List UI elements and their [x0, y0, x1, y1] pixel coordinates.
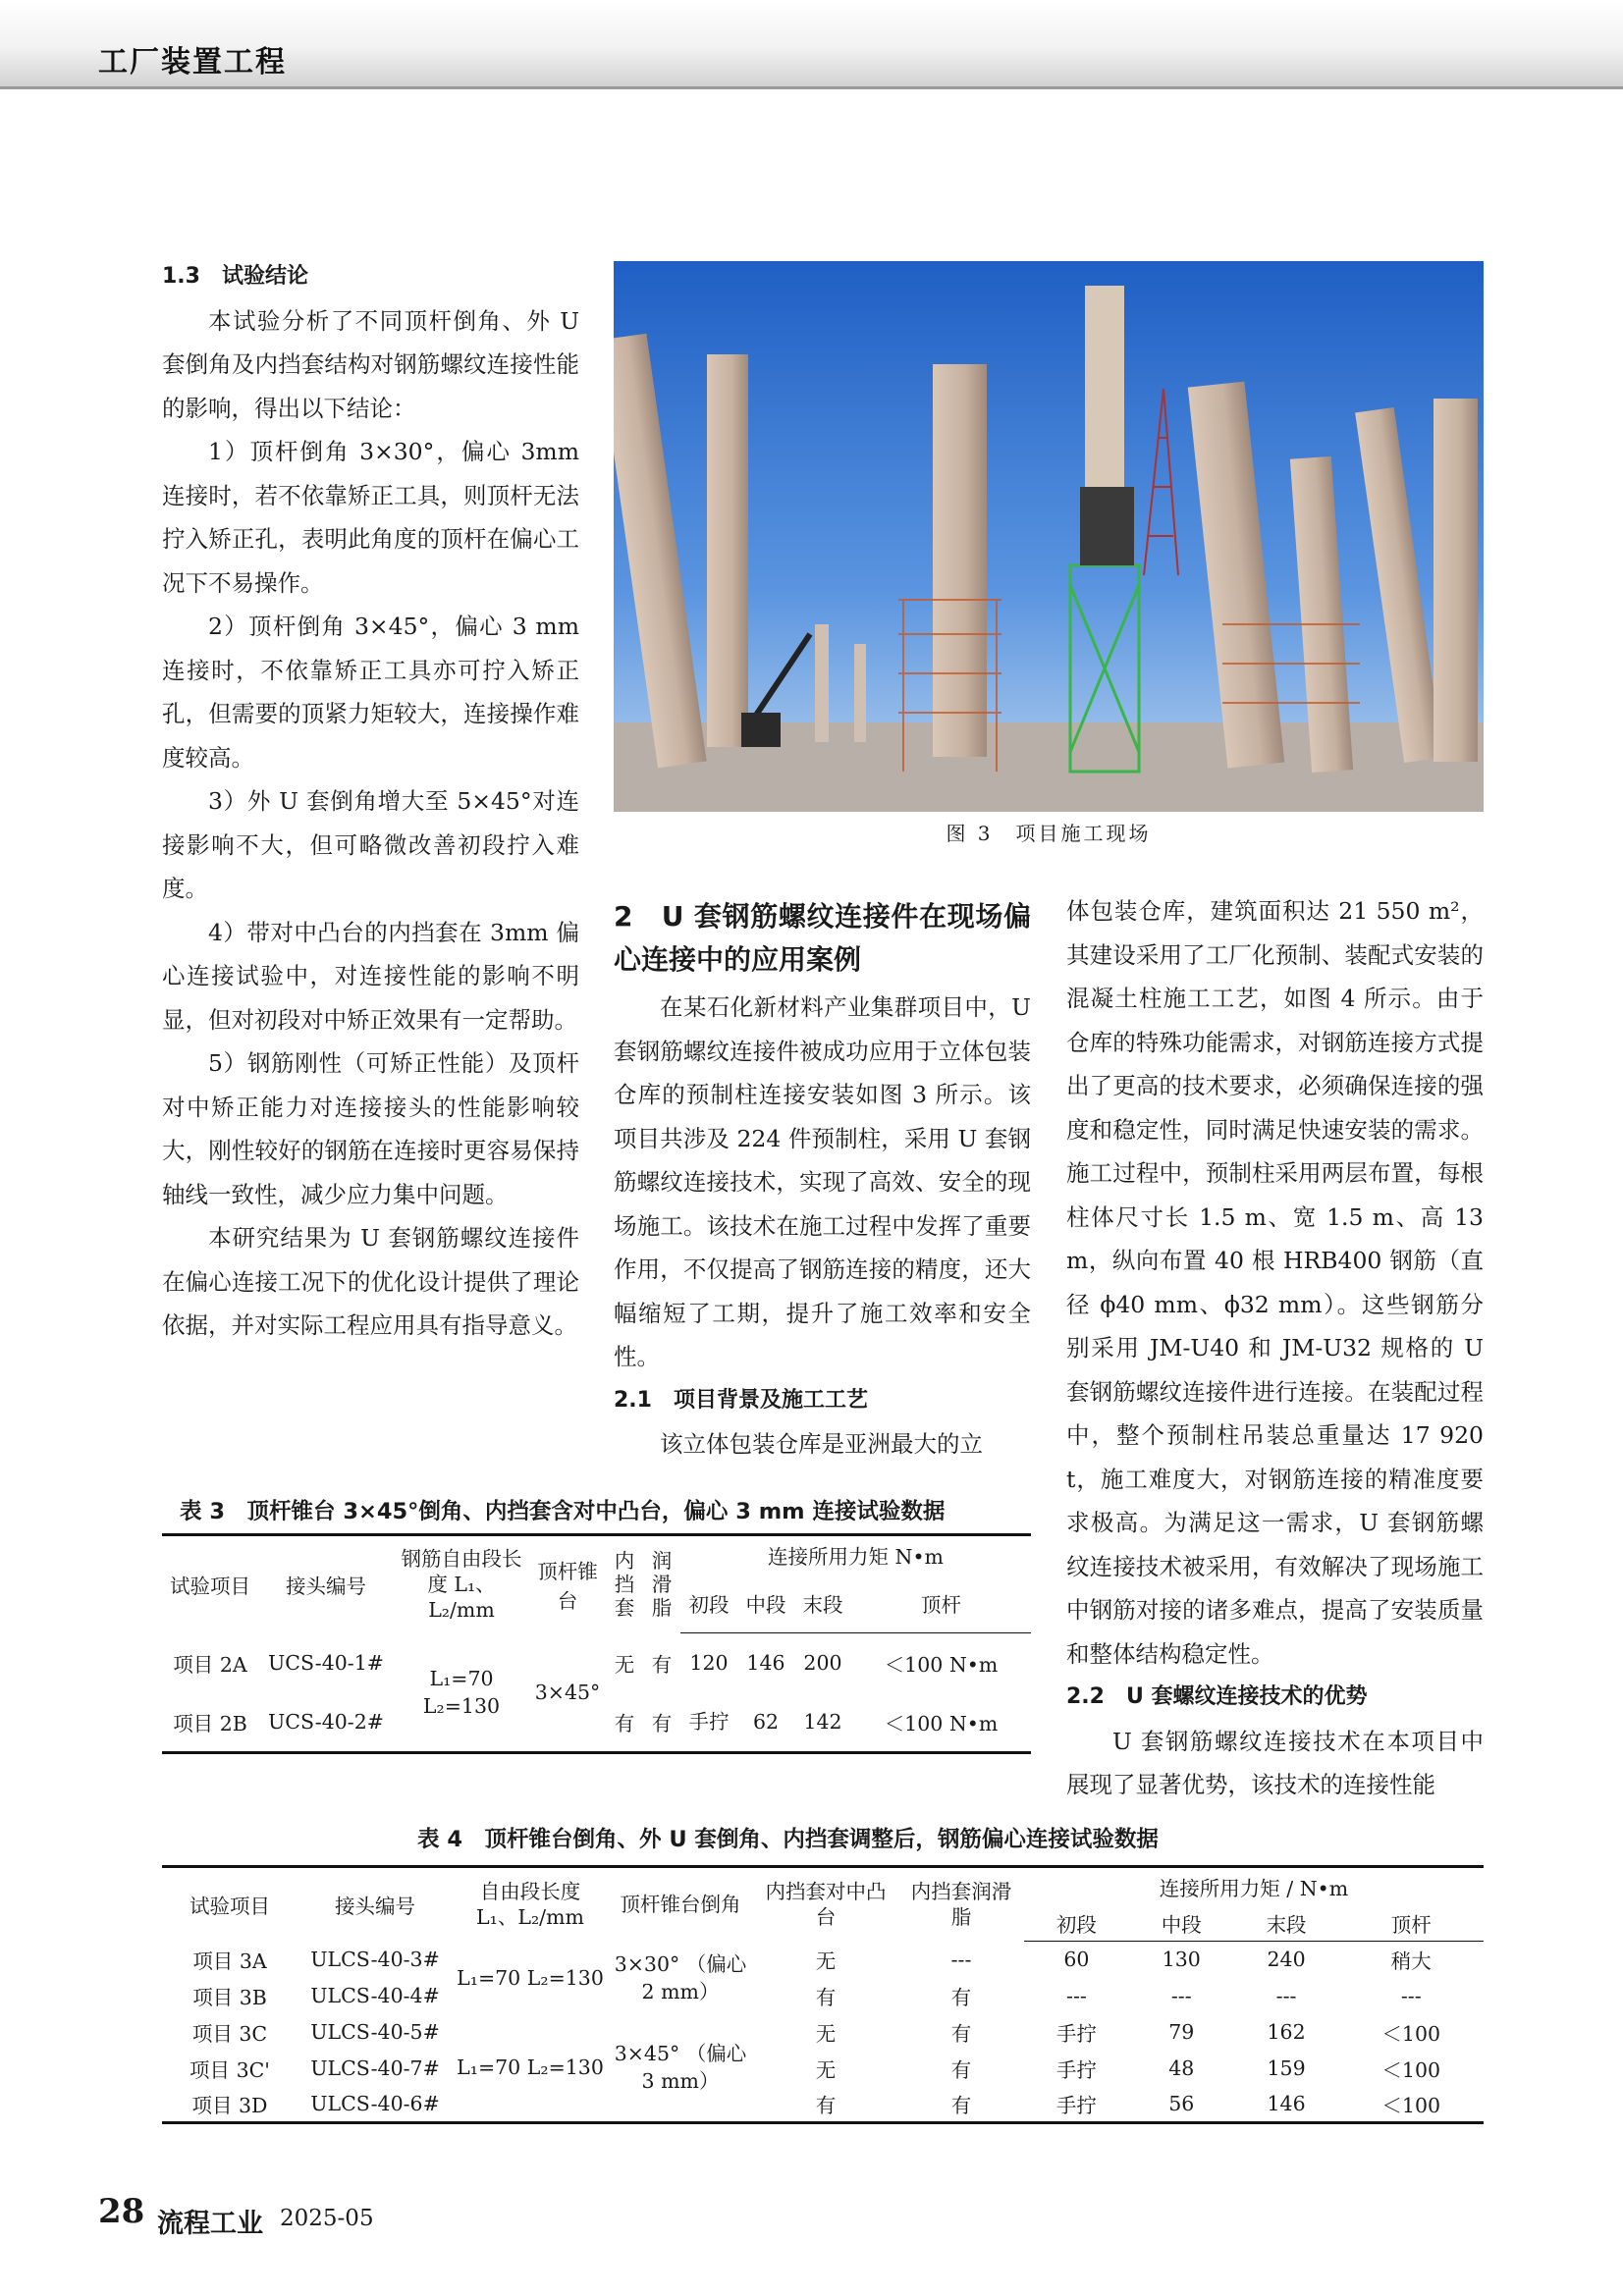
paragraph: 在某石化新材料产业集群项目中，U 套钢筋螺纹连接件被成功应用于立体包装仓库的预制柱连接安装如图 3 所示。该项目共涉及 224 件预制柱，采用 U 套钢筋螺纹连接技术，实现了高效、安全的现场施工。该技术在施工过程中发挥了重要作用，不仅提高了钢筋连接的精度，还大幅缩短了工期，提升了施工效率和安全性。 [614, 993, 1031, 1370]
table-cell: 有 [950, 2058, 972, 2082]
table-cell: UCS-40-2# [268, 1709, 384, 1734]
paragraph: 本试验分析了不同顶杆倒角、外 U 套倒角及内挡套结构对钢筋螺纹连接性能的影响，得出以下结论： [162, 306, 579, 422]
table-cell: 项目 3A [192, 1949, 267, 1973]
table-cell: --- [950, 1948, 972, 1971]
table-cell: 有 [815, 2094, 837, 2118]
table-cell: ULCS-40-5# [310, 2020, 440, 2044]
table-cell: 有 [950, 2022, 972, 2046]
table-cell: 130 [1162, 1948, 1201, 1972]
table-cell: L₁=70 L₂=130 [457, 2056, 604, 2080]
table-cell: L₁=70 L₂=130 [457, 1965, 604, 1990]
table-cell: 手拧 [1055, 2094, 1097, 2118]
table-cell: 手拧 [1055, 2058, 1097, 2082]
header-cell: 顶杆锥台 [537, 1560, 598, 1614]
table-cell: UCS-40-1# [268, 1650, 384, 1675]
table-cell: ULCS-40-3# [310, 1948, 440, 1971]
table-cell: 项目 3C' [189, 2058, 270, 2082]
header-cell: 初段 [1024, 1906, 1129, 1942]
construction-site-illustration [614, 261, 1484, 812]
table-cell: ＜100 N•m [884, 1652, 999, 1677]
table-cell: 手拧 [1055, 2022, 1097, 2046]
subsection-title: 2.2 U 套螺纹连接技术的优势 [1066, 1684, 1368, 1709]
header-cell: 顶杆 [851, 1575, 1031, 1633]
page-number: 28 [98, 2192, 145, 2231]
table-cell: --- [1275, 1984, 1297, 2007]
table-cell: ＜100 [1381, 2022, 1441, 2046]
header-cell: 钢筋自由段长度 L₁、L₂/mm [401, 1547, 522, 1623]
paragraph: 体包装仓库，建筑面积达 21 550 m²，其建设采用了工厂化预制、装配式安装的混凝土柱施工工艺，如图 4 所示。由于仓库的特殊功能需求，对钢筋连接方式提出了更高的技术要求，必须确保连接的强度和稳定性，同时满足快速安装的需求。施工过程中，预制柱采用两层布置，每根柱体尺寸长 1.5 m、宽 1.5 m、高 13 m，纵向布置 40 根 HRB400 钢筋（直径 ϕ40 mm、ϕ32 mm）。这些钢筋分别采用 JM-U40 和 JM-U32 规格的 U 套钢筋螺纹连接件进行连接。在装配过程中，整个预制柱吊装总重量达 17 920 t，施工难度大，对钢筋连接的精准度要求极高。为满足这一需求，U 套钢筋螺纹连接技术被采用，有效解决了现场施工中钢筋对接的诸多难点，提高了安装质量和整体结构稳定性。 [1066, 897, 1484, 1668]
table-cell: 有 [950, 1986, 972, 2009]
header-cell: 润滑脂 [651, 1549, 673, 1621]
table-cell: 有 [651, 1652, 673, 1677]
header-cell: 中段 [737, 1575, 794, 1633]
table-cell: 162 [1267, 2020, 1306, 2044]
table-cell: 稍大 [1390, 1949, 1432, 1974]
header-cell: 顶杆 [1338, 1906, 1484, 1942]
paragraph: 该立体包装仓库是亚洲最大的立 [660, 1430, 983, 1458]
table-cell: 60 [1063, 1948, 1090, 1972]
figure-caption: 图 3 项目施工现场 [946, 822, 1152, 845]
table-cell: 项目 3C [191, 2022, 268, 2046]
paragraph: 本研究结果为 U 套钢筋螺纹连接件在偏心连接工况下的优化设计提供了理论依据，并对实际工程应用具有指导意义。 [162, 1224, 579, 1339]
table-cell: --- [1400, 1984, 1422, 2007]
table-cell: 56 [1168, 2092, 1195, 2116]
table-cell: 有 [614, 1711, 635, 1735]
table-cell: 有 [651, 1711, 673, 1735]
header-cell: 连接所用力矩 / N•m [1159, 1877, 1349, 1901]
header-cell: 试验项目 [170, 1575, 250, 1599]
header-cell: 内挡套润滑脂 [910, 1880, 1012, 1930]
header-bar [0, 0, 1623, 89]
table-cell: 无 [815, 2058, 837, 2082]
table-cell: 146 [1267, 2092, 1306, 2116]
table-cell: 3×30° （偏心 2 mm） [614, 1951, 747, 2003]
table-cell: 无 [815, 1949, 837, 1973]
header-cell: 末段 [794, 1575, 851, 1633]
right-column [1066, 889, 1484, 1807]
table-cell: 无 [815, 2022, 837, 2046]
journal-name: 流程工业 [157, 2209, 263, 2239]
table-cell: 项目 2B [173, 1711, 247, 1735]
header-cell: 内挡套对中凸台 [765, 1880, 887, 1930]
table4-title: 表 4 顶杆锥台倒角、外 U 套倒角、内挡套调整后，钢筋偏心连接试验数据 [417, 1827, 1159, 1852]
table-cell: 159 [1267, 2056, 1306, 2080]
left-column [162, 255, 579, 1348]
paragraph: 4）带对中凸台的内挡套在 3mm 偏心连接试验中，对连接性能的影响不明显，但对初段对中矫正效果有一定帮助。 [162, 918, 579, 1034]
table-cell: 无 [614, 1652, 635, 1677]
middle-column [614, 889, 1031, 1467]
table-cell: ULCS-40-6# [310, 2092, 440, 2116]
section-heading: 2 U 套钢筋螺纹连接件在现场偏心连接中的应用案例 [614, 900, 1031, 976]
issue-date: 2025-05 [280, 2206, 374, 2231]
table-cell: 3×45° （偏心 3 mm） [614, 2042, 747, 2094]
header-cell: 接头编号 [286, 1575, 366, 1599]
table-cell: --- [1066, 1984, 1087, 2007]
subsection-title: 2.1 项目背景及施工工艺 [614, 1387, 868, 1413]
table-cell: ULCS-40-7# [310, 2056, 440, 2080]
paragraph: 2）顶杆倒角 3×45°，偏心 3 mm 连接时，不依靠矫正工具亦可拧入矫正孔，但需要的顶紧力矩较大，连接操作难度较高。 [162, 613, 579, 772]
section-title: 1.3 试验结论 [162, 264, 308, 289]
table4 [162, 1865, 1484, 2124]
paragraph: 1）顶杆倒角 3×30°，偏心 3mm 连接时，若不依靠矫正工具，则顶杆无法拧入矫正孔，表明此角度的顶杆在偏心工况下不易操作。 [162, 438, 579, 597]
table-cell: L₁=70 L₂=130 [422, 1666, 501, 1718]
construction-site-photo [614, 261, 1484, 812]
table-cell: 有 [815, 1986, 837, 2009]
table-cell: 79 [1168, 2020, 1195, 2044]
running-title: 工厂装置工程 [98, 45, 287, 80]
table-cell: 项目 2A [173, 1652, 247, 1677]
table-cell: --- [1170, 1984, 1192, 2007]
header-cell: 接头编号 [335, 1895, 415, 1919]
header-cell: 自由段长度 L₁、L₂/mm [476, 1880, 584, 1930]
paragraph: U 套钢筋螺纹连接技术在本项目中展现了显著优势，该技术的连接性能 [1066, 1727, 1484, 1798]
table-cell: ＜100 [1381, 2094, 1441, 2118]
table3-title: 表 3 顶杆锥台 3×45°倒角、内挡套含对中凸台，偏心 3 mm 连接试验数据 [180, 1499, 946, 1524]
table-cell: 200 [803, 1650, 842, 1675]
table-cell: 146 [746, 1650, 785, 1675]
table-cell: 142 [803, 1709, 842, 1734]
header-cell: 末段 [1234, 1906, 1339, 1942]
table-cell: 项目 3B [192, 1986, 267, 2009]
table-cell: 240 [1267, 1948, 1306, 1972]
table-cell: 有 [950, 2094, 972, 2118]
header-cell: 顶杆锥台倒角 [620, 1893, 741, 1917]
table-cell: ＜100 N•m [884, 1711, 999, 1735]
header-cell: 初段 [680, 1575, 737, 1633]
table3 [162, 1533, 1031, 1754]
table-cell: 3×45° [534, 1680, 601, 1704]
table-cell: 手拧 [688, 1709, 730, 1734]
paragraph: 3）外 U 套倒角增大至 5×45°对连接影响不大，但可略微改善初段拧入难度。 [162, 787, 579, 902]
header-cell: 内挡套 [614, 1549, 635, 1621]
table-cell: 120 [689, 1650, 729, 1675]
table-cell: 48 [1168, 2056, 1195, 2080]
header-cell: 中段 [1129, 1906, 1234, 1942]
header-cell: 连接所用力矩 N•m [768, 1545, 944, 1570]
table-cell: 项目 3D [191, 2094, 268, 2118]
header-cell: 试验项目 [189, 1895, 270, 1919]
table-cell: 62 [752, 1709, 780, 1734]
table-cell: ULCS-40-4# [310, 1984, 440, 2007]
table-cell: ＜100 [1381, 2058, 1441, 2082]
paragraph: 5）钢筋刚性（可矫正性能）及顶杆对中矫正能力对连接接头的性能影响较大，刚性较好的钢筋在连接时更容易保持轴线一致性，减少应力集中问题。 [162, 1049, 579, 1208]
